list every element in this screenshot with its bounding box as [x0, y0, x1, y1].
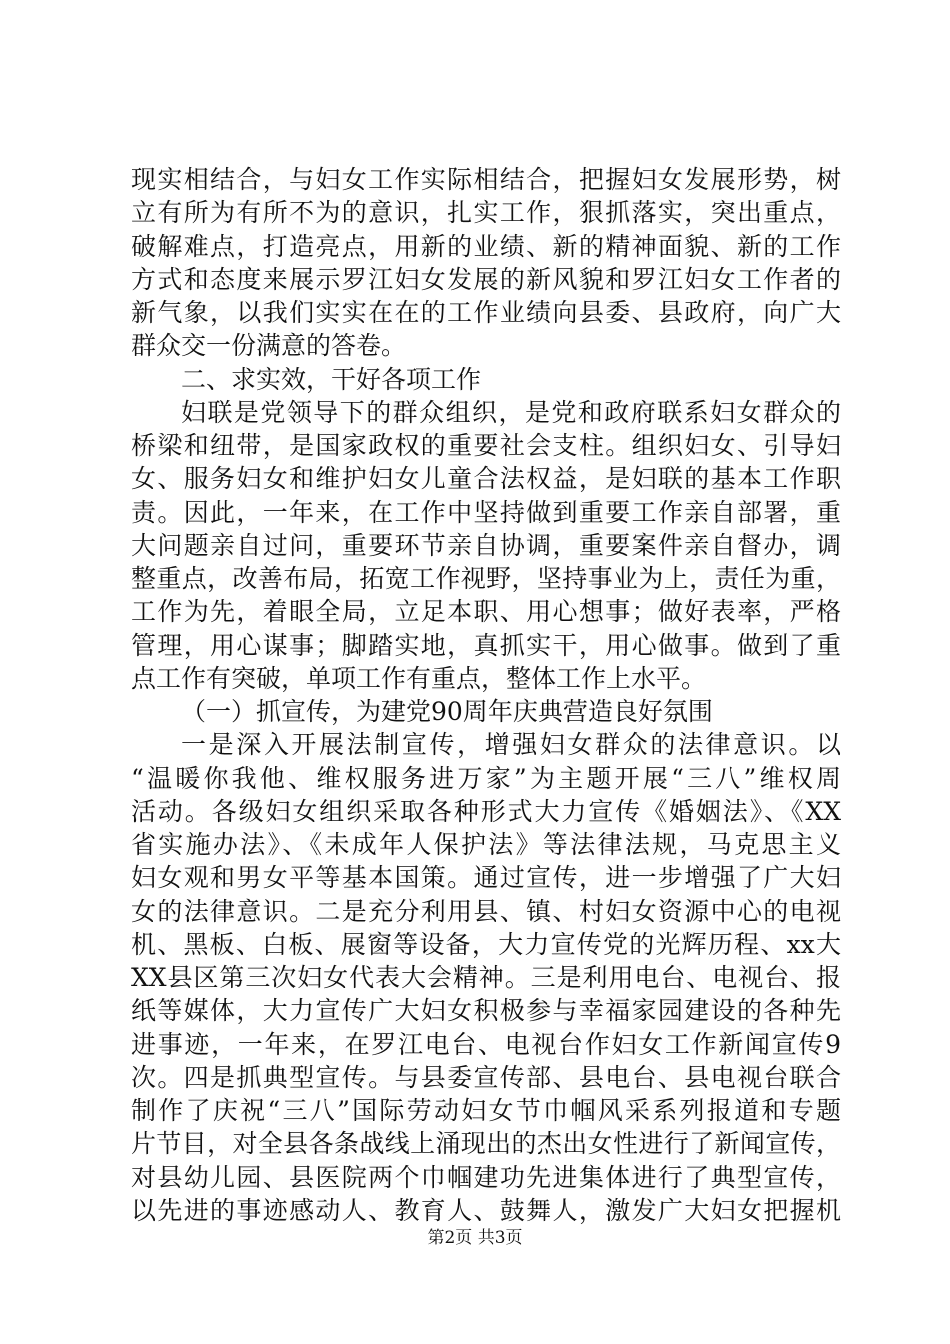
page-footer: 第2页 共3页 — [427, 1228, 523, 1248]
text-line: 妇联是党领导下的群众组织，是党和政府联系妇女群众的 — [181, 397, 841, 427]
text-line: 女、服务妇女和维护妇女儿童合法权益，是妇联的基本工作职 — [131, 464, 841, 494]
text-line: 纸等媒体，大力宣传广大妇女积极参与幸福家园建设的各种先 — [131, 996, 841, 1026]
text-line: 片节目，对全县各条战线上涌现出的杰出女性进行了新闻宣传， — [131, 1129, 841, 1159]
text-line: 群众交一份满意的答卷。 — [131, 331, 407, 361]
text-line: XX县区第三次妇女代表大会精神。三是利用电台、电视台、报 — [131, 963, 841, 992]
text-line: 省实施办法》、《未成年人保护法》等法律法规，马克思主义 — [131, 830, 841, 859]
text-line: 管理，用心谋事；脚踏实地，真抓实干，用心做事。做到了重 — [131, 630, 841, 660]
text-line: 制作了庆祝“三八”国际劳动妇女节巾帼风采系列报道和专题 — [131, 1096, 841, 1125]
text-line: 方式和态度来展示罗江妇女发展的新风貌和罗江妇女工作者的 — [131, 264, 841, 294]
text-line: 以先进的事迹感动人、教育人、鼓舞人，激发广大妇女把握机 — [131, 1195, 841, 1225]
text-line: 新气象，以我们实实在在的工作业绩向县委、县政府，向广大 — [131, 298, 841, 327]
text-line: 桥梁和纽带，是国家政权的重要社会支柱。组织妇女、引导妇 — [131, 431, 841, 460]
section-heading: 二、求实效，干好各项工作 — [181, 364, 482, 394]
text-line: 现实相结合，与妇女工作实际相结合，把握妇女发展形势，树 — [131, 165, 841, 194]
text-line: 立有所为有所不为的意识，扎实工作，狠抓落实，突出重点， — [131, 198, 841, 228]
text-line: 活动。各级妇女组织采取各种形式大力宣传《婚姻法》、《XX — [131, 796, 841, 826]
text-line: 整重点，改善布局，拓宽工作视野，坚持事业为上，责任为重， — [131, 564, 841, 593]
text-line: 女的法律意识。二是充分利用县、镇、村妇女资源中心的电视 — [131, 896, 841, 926]
text-line: 责。因此，一年来，在工作中坚持做到重要工作亲自部署，重 — [131, 497, 841, 527]
subsection-heading: （一）抓宣传，为建党90周年庆典营造良好氛围 — [181, 697, 713, 726]
text-line: 点工作有突破，单项工作有重点，整体工作上水平。 — [131, 663, 707, 693]
text-line: 一是深入开展法制宣传，增强妇女群众的法律意识。以 — [181, 730, 841, 760]
text-line: 次。四是抓典型宣传。与县委宣传部、县电台、县电视台联合 — [131, 1062, 841, 1092]
text-line: 大问题亲自过问，重要环节亲自协调，重要案件亲自督办，调 — [131, 530, 841, 560]
text-line: 妇女观和男女平等基本国策。通过宣传，进一步增强了广大妇 — [131, 863, 841, 893]
text-line: 对县幼儿园、县医院两个巾帼建功先进集体进行了典型宣传， — [131, 1162, 841, 1192]
text-line: 进事迹，一年来，在罗江电台、电视台作妇女工作新闻宣传9 — [131, 1029, 841, 1059]
body-text — [131, 163, 841, 1227]
text-line: 破解难点，打造亮点，用新的业绩、新的精神面貌、新的工作 — [131, 231, 841, 261]
text-line: 机、黑板、白板、展窗等设备，大力宣传党的光辉历程、xx大 — [131, 929, 841, 959]
text-line: 工作为先，着眼全局，立足本职、用心想事；做好表率，严格 — [131, 597, 841, 627]
text-line: “温暖你我他、维权服务进万家”为主题开展“三八”维权周 — [131, 763, 841, 793]
